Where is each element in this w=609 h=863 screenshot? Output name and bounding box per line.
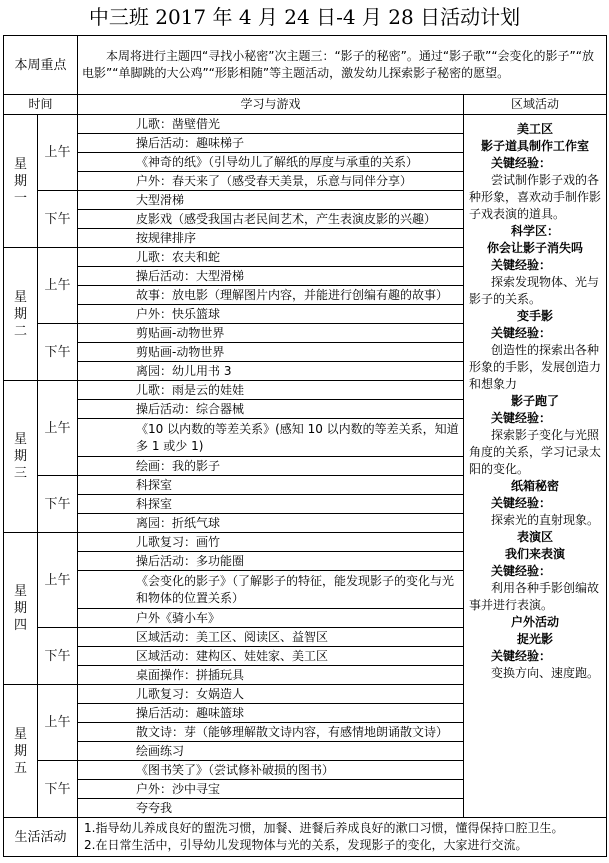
area-line-h: 你会让影子消失吗 bbox=[487, 241, 584, 255]
activity-item: 夸夸我 bbox=[78, 799, 464, 818]
activity-item: 《会变化的影子》（了解影子的特征，能发现影子的变化与光和物体的位置关系） bbox=[78, 571, 464, 609]
activity-item: 户外：快乐篮球 bbox=[78, 305, 464, 324]
activity-item: 散文诗：芽（能够理解散文诗内容，有感情地朗诵散文诗） bbox=[78, 723, 464, 742]
weekday-char: 星 bbox=[13, 584, 27, 599]
pm-label: 下午 bbox=[38, 628, 78, 685]
area-line-h: 影子道具制作工作室 bbox=[481, 139, 590, 153]
am-label: 上午 bbox=[38, 115, 78, 191]
area-line-k: 关键经验： bbox=[491, 496, 552, 510]
area-line-p: 尝试制作影子戏的各种形象，喜欢动手制作影子戏表演的道具。 bbox=[469, 173, 602, 221]
activity-item: 区域活动：建构区、娃娃家、美工区 bbox=[78, 647, 464, 666]
am-label: 上午 bbox=[38, 381, 78, 476]
activity-item: 大型滑梯 bbox=[78, 191, 464, 210]
weekday-char: 星 bbox=[13, 156, 27, 172]
activity-item: 《神奇的纸》（引导幼儿了解纸的厚度与承重的关系） bbox=[78, 153, 464, 172]
area-line-h: 纸箱秘密 bbox=[511, 479, 560, 493]
area-line-k: 关键经验： bbox=[491, 326, 552, 340]
activity-item: 剪贴画-动物世界 bbox=[78, 343, 464, 362]
activity-item: 儿歌：雨是云的娃娃 bbox=[78, 381, 464, 400]
weekday-cell bbox=[4, 115, 38, 248]
area-line-h: 表演区 bbox=[517, 530, 554, 544]
activity-item: 户外：沙中寻宝 bbox=[78, 780, 464, 799]
area-line-h: 变手影 bbox=[517, 309, 554, 323]
weekday-char: 五 bbox=[13, 760, 27, 776]
weekday-cell bbox=[4, 533, 38, 685]
area-line-p: 利用各种手影创编故事并进行表演。 bbox=[469, 581, 600, 612]
activity-item: 剪贴画-动物世界 bbox=[78, 324, 464, 343]
area-line-k: 关键经验： bbox=[491, 411, 552, 425]
time-header: 时间 bbox=[4, 95, 78, 115]
pm-label: 下午 bbox=[38, 761, 78, 818]
area-line-p: 探索光的直射现象。 bbox=[491, 513, 600, 527]
weekday-char: 星 bbox=[13, 289, 27, 305]
weekday-cell bbox=[4, 381, 38, 533]
area-line-p: 探索影子变化与光照角度的关系，学习记录太阳的变化。 bbox=[469, 428, 602, 476]
activity-item: 绘画练习 bbox=[78, 742, 464, 761]
pm-label: 下午 bbox=[38, 324, 78, 381]
activity-item: 操后活动：趣味梯子 bbox=[78, 134, 464, 153]
activity-item: 故事：放电影（理解图片内容，并能进行创编有趣的故事） bbox=[78, 286, 464, 305]
activity-item: 皮影戏（感受我国古老民间艺术，产生表演皮影的兴趣） bbox=[78, 210, 464, 229]
activity-item: 操后活动：综合器械 bbox=[78, 400, 464, 419]
header-row bbox=[4, 95, 607, 115]
weekday-char: 期 bbox=[13, 601, 27, 616]
weekday-char: 期 bbox=[13, 743, 27, 759]
weekday-cell bbox=[4, 685, 38, 818]
activity-item: 离园：幼儿用书 3 bbox=[78, 362, 464, 381]
activity-item: 科探室 bbox=[78, 476, 464, 495]
am-label: 上午 bbox=[38, 248, 78, 324]
life-row bbox=[4, 818, 607, 857]
weekday-char: 期 bbox=[13, 449, 27, 464]
weekday-char: 期 bbox=[13, 306, 27, 322]
weekday-char: 三 bbox=[13, 466, 27, 481]
am-label: 上午 bbox=[38, 685, 78, 761]
weekday-char: 星 bbox=[13, 432, 27, 447]
activity-item: 儿歌：凿壁借光 bbox=[78, 115, 464, 134]
life-item: 1.指导幼儿养成良好的盥洗习惯，加餐、进餐后养成良好的漱口习惯，懂得保持口腔卫生。 bbox=[84, 821, 564, 835]
plan-body bbox=[4, 36, 607, 857]
weekday-char: 期 bbox=[13, 173, 27, 189]
life-item: 2.在日常生活中，引导幼儿发现物体与光的关系，发现影子的变化，大家进行交流。 bbox=[84, 838, 528, 852]
focus-row bbox=[4, 36, 607, 95]
pm-label: 下午 bbox=[38, 476, 78, 533]
activity-item: 儿歌复习：女娲造人 bbox=[78, 685, 464, 704]
area-line-h: 捉光影 bbox=[517, 632, 554, 646]
focus-label: 本周重点 bbox=[4, 36, 78, 95]
activity-item: 《10 以内数的等差关系》(感知 10 以内数的等差关系，知道多 1 或少 1) bbox=[78, 419, 464, 457]
activity-item: 户外《骑小车》 bbox=[78, 609, 464, 628]
weekday-char: 星 bbox=[13, 726, 27, 742]
page-title: 中三班 2017 年 4 月 24 日-4 月 28 日活动计划 bbox=[88, 5, 521, 29]
area-line-k: 关键经验： bbox=[491, 156, 552, 170]
pm-label: 下午 bbox=[38, 191, 78, 248]
activity-item: 操后活动：大型滑梯 bbox=[78, 267, 464, 286]
activity-item: 桌面操作：拼插玩具 bbox=[78, 666, 464, 685]
area-header: 区域活动 bbox=[464, 95, 607, 115]
activity-item: 按规律排序 bbox=[78, 229, 464, 248]
activity-item: 离园：折纸气球 bbox=[78, 514, 464, 533]
area-line-h: 我们来表演 bbox=[505, 547, 566, 561]
learning-header: 学习与游戏 bbox=[78, 95, 464, 115]
activity-item: 科探室 bbox=[78, 495, 464, 514]
weekday-cell bbox=[4, 248, 38, 381]
life-items bbox=[78, 818, 607, 857]
weekday-char: 四 bbox=[13, 618, 27, 633]
area-line-k: 关键经验： bbox=[491, 258, 552, 272]
area-line-p: 变换方向、速度跑。 bbox=[491, 666, 600, 680]
activity-item: 操后活动：趣味篮球 bbox=[78, 704, 464, 723]
area-line-p: 创造性的探索出各种形象的手影，发展创造力和想象力 bbox=[469, 343, 602, 391]
area-line-k: 关键经验： bbox=[491, 649, 552, 663]
activity-item: 区域活动：美工区、阅读区、益智区 bbox=[78, 628, 464, 647]
activity-item: 操后活动：多功能圈 bbox=[78, 552, 464, 571]
focus-text: 本周将进行主题四“寻找小秘密”次主题三：“影子的秘密”。通过“影子歌”“会变化的影子”“放电影”“单脚跳的大公鸡”“形影相随”等主题活动，激发幼儿探索影子秘密的愿望。 bbox=[78, 36, 607, 95]
weekday-char: 二 bbox=[13, 323, 27, 339]
area-activities-cell bbox=[464, 115, 607, 818]
area-line-h: 科学区： bbox=[511, 224, 560, 238]
weekday-char: 一 bbox=[13, 190, 27, 206]
area-line-h: 户外活动 bbox=[511, 615, 560, 629]
area-line-k: 关键经验： bbox=[491, 564, 552, 578]
activity-item: 户外：春天来了（感受春天美景，乐意与同伴分享） bbox=[78, 172, 464, 191]
life-label: 生活活动 bbox=[4, 818, 78, 857]
am-label: 上午 bbox=[38, 533, 78, 628]
area-line-p: 探索发现物体、光与影子的关系。 bbox=[469, 275, 600, 306]
area-line-h: 影子跑了 bbox=[511, 394, 560, 408]
activity-row bbox=[4, 115, 607, 134]
activity-item: 《图书笑了》（尝试修补破损的图书） bbox=[78, 761, 464, 780]
activity-item: 绘画：我的影子 bbox=[78, 457, 464, 476]
area-line-h: 美工区 bbox=[517, 122, 554, 136]
activity-item: 儿歌：农夫和蛇 bbox=[78, 248, 464, 267]
weekly-plan-table bbox=[3, 35, 607, 857]
activity-item: 儿歌复习：画竹 bbox=[78, 533, 464, 552]
